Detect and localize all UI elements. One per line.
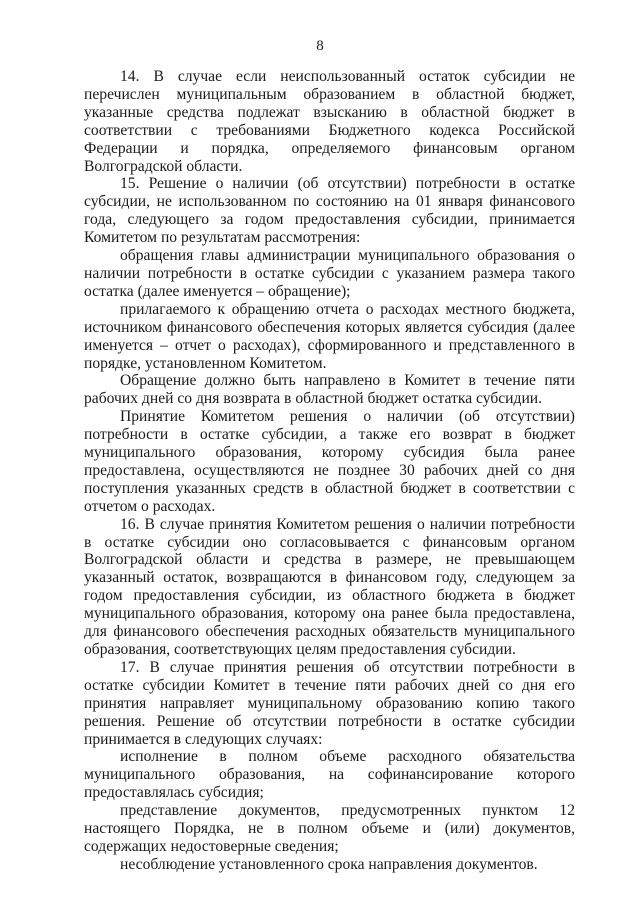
paragraph-17-case-deadline: несоблюдение установленного срока направления документов. xyxy=(120,855,538,873)
paragraph-15-item-appeal: обращения главы администрации муниципального образования о наличии потребности в остатке субсидии с указанием размера такого остатка (далее именуется – обращение); xyxy=(84,247,575,300)
paragraph-appeal-deadline: Обращение должно быть направлено в Комитет в течение пяти рабочих дней со дня возврата в областной бюджет остатка субсидии. xyxy=(84,372,575,408)
document-body xyxy=(84,68,575,874)
paragraph-16: 16. В случае принятия Комитетом решения о наличии потребности в остатке субсидии оно согласовывается с финансовым органом Волгоградской области и средства в размере, не превышающем указанный остаток, возвращаются в финансовом году, следующем за годом предоставления субсидии, из областного бюджета в бюджет муниципального образования, которому она ранее была предоставлена, для финансового обеспечения расходных обязательств муниципального образования, соответствующих целям предоставления субсидии. xyxy=(84,515,575,658)
page-number: 8 xyxy=(316,38,324,54)
paragraph-17-case-documents: представление документов, предусмотренных пунктом 12 настоящего Порядка, не в полном объеме и (или) документов, содержащих недостоверные сведения; xyxy=(84,802,575,855)
paragraph-17: 17. В случае принятия решения об отсутствии потребности в остатке субсидии Комитет в течение пяти рабочих дней со дня его принятия направляет муниципальному образованию копию такого решения. Решение об отсутствии потребности в остатке субсидии принимается в следующих случаях: xyxy=(84,658,575,748)
paragraph-17-case-fulfilled: исполнение в полном объеме расходного обязательства муниципального образования, на софинансирование которого предоставлялась субсидия; xyxy=(84,748,575,802)
paragraph-14: 14. В случае если неиспользованный остаток субсидии не перечислен муниципальным образованием в областной бюджет, указанные средства подлежат взысканию в областной бюджет в соответствии с требованиями Бюджетного кодекса Российской Федерации и порядка, определяемого финансовым органом Волгоградской области. xyxy=(84,68,575,175)
paragraph-15: 15. Решение о наличии (об отсутствии) потребности в остатке субсидии, не использованном по состоянию на 01 января финансового года, следующего за годом предоставления субсидии, принимается Комитетом по результатам рассмотрения: xyxy=(84,175,575,247)
paragraph-15-item-report: прилагаемого к обращению отчета о расходах местного бюджета, источником финансового обеспечения которых является субсидия (далее именуется – отчет о расходах), сформированного и представленного в порядке, установленном Комитетом. xyxy=(84,300,575,372)
paragraph-decision-deadline: Принятие Комитетом решения о наличии (об отсутствии) потребности в остатке субсидии, а также его возврат в бюджет муниципального образования, которому субсидия была ранее предоставлена, осуществляются не позднее 30 рабочих дней со дня поступления указанных средств в областной бюджет в соответствии с отчетом о расходах. xyxy=(84,408,575,515)
